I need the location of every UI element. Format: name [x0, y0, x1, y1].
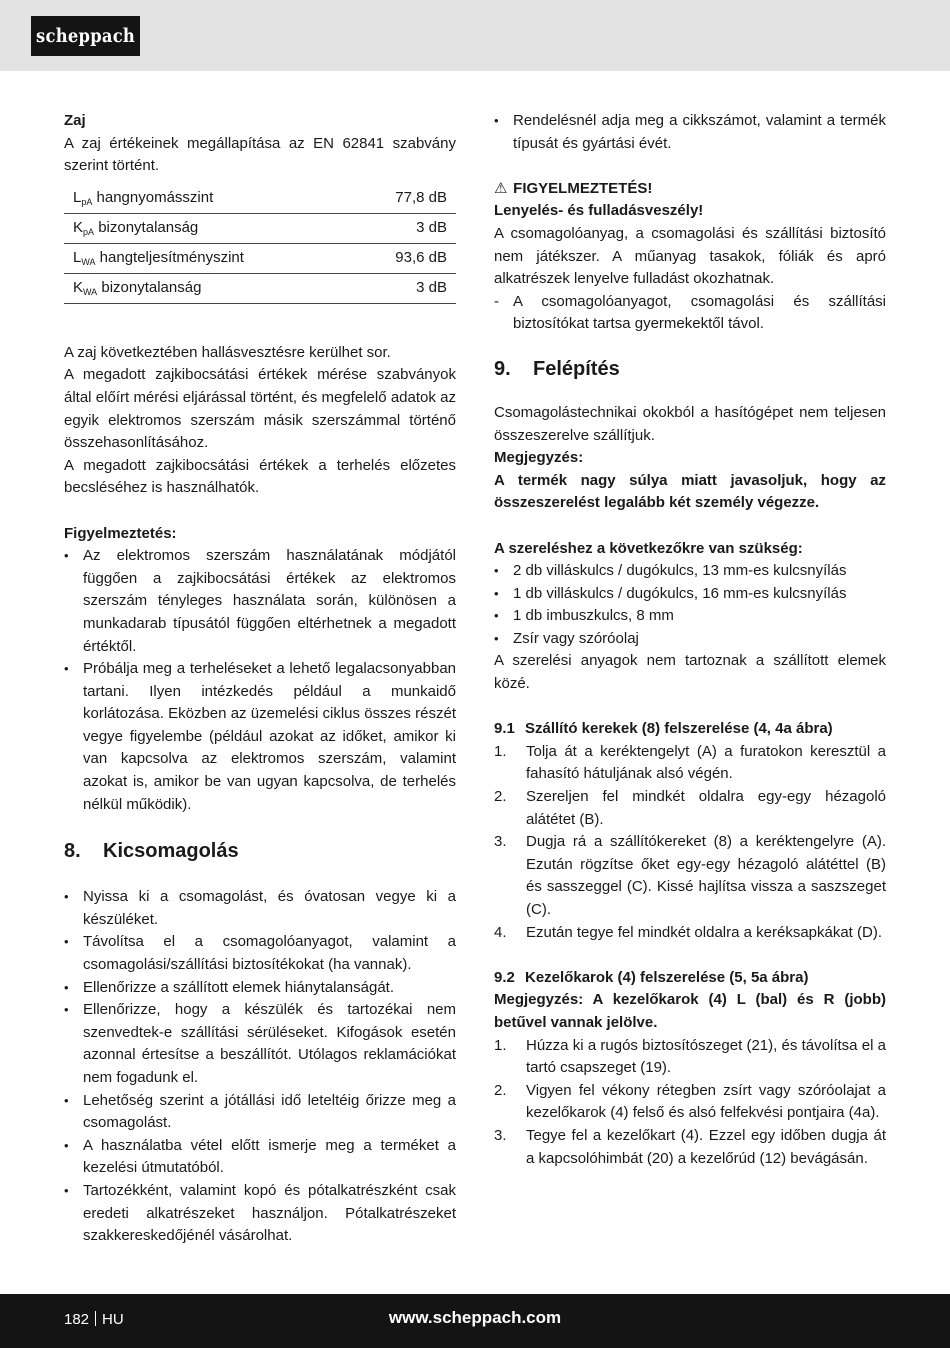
language-code: HU: [102, 1311, 124, 1328]
page-header: [0, 0, 950, 71]
list-item: • 2 db villáskulcs / dugókulcs, 13 mm-es kulcsnyílás: [494, 560, 886, 583]
unpacking-list: [64, 886, 456, 1248]
table-row: $L_{pA}$ hangnyomásszint 77,8 dB: [64, 184, 456, 214]
noise-paragraph: A zaj következtében hallásvesztésre kerülhet sor.: [64, 343, 391, 361]
list-item: 3. Tegye fel a kezelőkart (4). Ezzel egy időben dugja át a kapcsolóhimbát (20) a kezelőrúd (12) bevágásán.: [494, 1126, 886, 1167]
noise-title: Zaj: [64, 112, 86, 129]
list-item: • 1 db imbuszkulcs, 8 mm: [494, 605, 886, 628]
warning-heading: ⚠ FIGYELMEZTETÉS!: [494, 178, 886, 201]
lever-steps: [494, 1035, 886, 1171]
warning-title: Figyelmeztetés:: [64, 524, 177, 542]
noise-intro: A zaj értékeinek megállapítása az EN 62841 szabvány szerint történt.: [64, 134, 456, 175]
not-included-text: A szerelési anyagok nem tartoznak a szállított elemek közé.: [494, 652, 886, 693]
noise-paragraph: A megadott zajkibocsátási értékek mérése szabványok által előírt mérési eljárással történt, és megfelelő adatok az egyik elektromos szerszám másik szerszámmal történő összehasonlításához.: [64, 366, 456, 452]
list-item: 1. Tolja át a keréktengelyt (A) a furatokon keresztül a fahasító hátuljának alsó végén.: [494, 742, 886, 783]
list-item: • Rendelésnél adja meg a cikkszámot, valamint a termék típusát és gyártási évét.: [494, 110, 886, 155]
list-item: • Az elektromos szerszám használatának módjától függően a zajkibocsátási értékek az elektromos szerszám tényleges használata során, különösen a munkadarab típusától függően eltérhetnek a megadott értéktől.: [64, 545, 456, 658]
needs-list: [494, 560, 886, 628]
warning-list: [64, 545, 456, 816]
left-column: [64, 110, 456, 1248]
warning-icon: ⚠: [494, 179, 508, 197]
list-item: 2. Szereljen fel mindkét oldalra egy-egy hézagoló alátétet (B).: [494, 788, 886, 828]
list-item: • Tartozékként, valamint kopó és pótalkatrészként csak eredeti alkatrészeket használjon. Pótalkatrészeket szakkereskedőjénél vásárolhat.: [64, 1180, 456, 1248]
list-item: • Nyissa ki a csomagolást, és óvatosan vegye ki a készüléket.: [64, 886, 456, 931]
list-item: • 1 db villáskulcs / dugókulcs, 16 mm-es kulcsnyílás: [494, 583, 886, 606]
warning-text: A csomagolóanyag, a csomagolási és szállítási biztosító nem játékszer. A műanyag tasakok, fóliák és apró alkatrészek lenyelve fulladást okozhatnak.: [494, 224, 886, 288]
grease-list: [494, 628, 886, 651]
note-label: Megjegyzés:: [494, 449, 584, 467]
list-item: 3. Dugja rá a szállítókereket (8) a keréktengelyre (A). Ezután rögzítse őket egy-egy hézagoló alátéttel (B) és sasszeggel (C). Kissé hajlítsa vissza a saszszeget (C).: [494, 833, 886, 918]
warning-subtitle: Lenyelés- és fulladásveszély!: [494, 202, 704, 220]
page-number: 182 HU: [64, 1311, 124, 1328]
table-row: $K_{pA}$ bizonytalanság 3 dB: [64, 214, 456, 244]
list-item: • A használatba vétel előtt ismerje meg a terméket a kezelési útmutatóból.: [64, 1135, 456, 1180]
list-item: • Ellenőrizze a szállított elemek hiánytalanságát.: [64, 977, 456, 1000]
right-column: [494, 110, 886, 1170]
list-item: • Zsír vagy szóróolaj: [494, 628, 886, 651]
list-item: • Távolítsa el a csomagolóanyagot, valamint a csomagolási/szállítási biztosítékokat (ha vannak).: [64, 931, 456, 976]
table-row: $K_{WA}$ bizonytalanság 3 dB: [64, 274, 456, 304]
list-item: 1. Húzza ki a rugós biztosítószeget (21), és távolítsa el a tartó csapszeget (19).: [494, 1036, 886, 1077]
wheel-steps: [494, 741, 886, 944]
list-item: - A csomagolóanyagot, csomagolási és szállítási biztosítókat tartsa gyermekektől távol.: [494, 291, 886, 336]
list-item: • Ellenőrizze, hogy a készülék és tartozékai nem szenvedtek-e szállítási sérüléseket. Kifogások esetén azonnal értesítse a beszállítót. Utólagos reklamációkat nem fogadunk el.: [64, 999, 456, 1089]
subsection-heading: 9.1 Szállító kerekek (8) felszerelése (4, 4a ábra): [494, 720, 833, 738]
note-text: A termék nagy súlya miatt javasoljuk, hogy az összeszerelést legalább két személy végezze.: [494, 471, 886, 512]
list-item: • Lehetőség szerint a jótállási idő leteltéig őrizze meg a csomagolást.: [64, 1090, 456, 1135]
assembly-intro: Csomagolástechnikai okokból a hasítógépet nem teljesen összeszerelve szállítjuk.: [494, 403, 886, 444]
note-text: Megjegyzés: A kezelőkarok (4) L (bal) és R (jobb) betűvel vannak jelölve.: [494, 991, 886, 1031]
list-item: 2. Vigyen fel vékony rétegben zsírt vagy szóróolajat a kezelőkarok (4) felső és alsó felfekvési pontjaira (4a).: [494, 1081, 886, 1122]
needs-title: A szereléshez a következőkre van szükség:: [494, 539, 803, 557]
scheppach-logo: scheppach: [31, 16, 140, 56]
website-url: www.scheppach.com: [388, 1308, 562, 1327]
noise-table: [64, 184, 456, 304]
section-heading: 8. Kicsomagolás: [64, 840, 239, 863]
list-item: • Próbálja meg a terheléseket a lehető legalacsonyabban tartani. Ilyen intézkedés például a munkaidő korlátozása. Eközben az üzemelési ciklus összes részét vegye figyelembe (például azokat az időket, amikor ki van kapcsolva az elektromos szerszám, valamint azokat is, amikor be van ugyan kapcsolva, de terhelés nélkül működik).: [64, 658, 456, 816]
table-row: $L_{WA}$ hangteljesítményszint 93,6 dB: [64, 244, 456, 274]
subsection-heading: 9.2 Kezelőkarok (4) felszerelése (5, 5a ábra): [494, 968, 809, 986]
warning-dash-list: [494, 291, 886, 336]
list-item: 4. Ezután tegye fel mindkét oldalra a keréksapkákat (D).: [494, 923, 883, 941]
section-heading: 9. Felépítés: [494, 357, 620, 380]
order-list: [494, 110, 886, 155]
noise-paragraph: A megadott zajkibocsátási értékek a terhelés előzetes becsléséhez is használhatók.: [64, 456, 456, 497]
page-footer: [0, 1294, 950, 1348]
